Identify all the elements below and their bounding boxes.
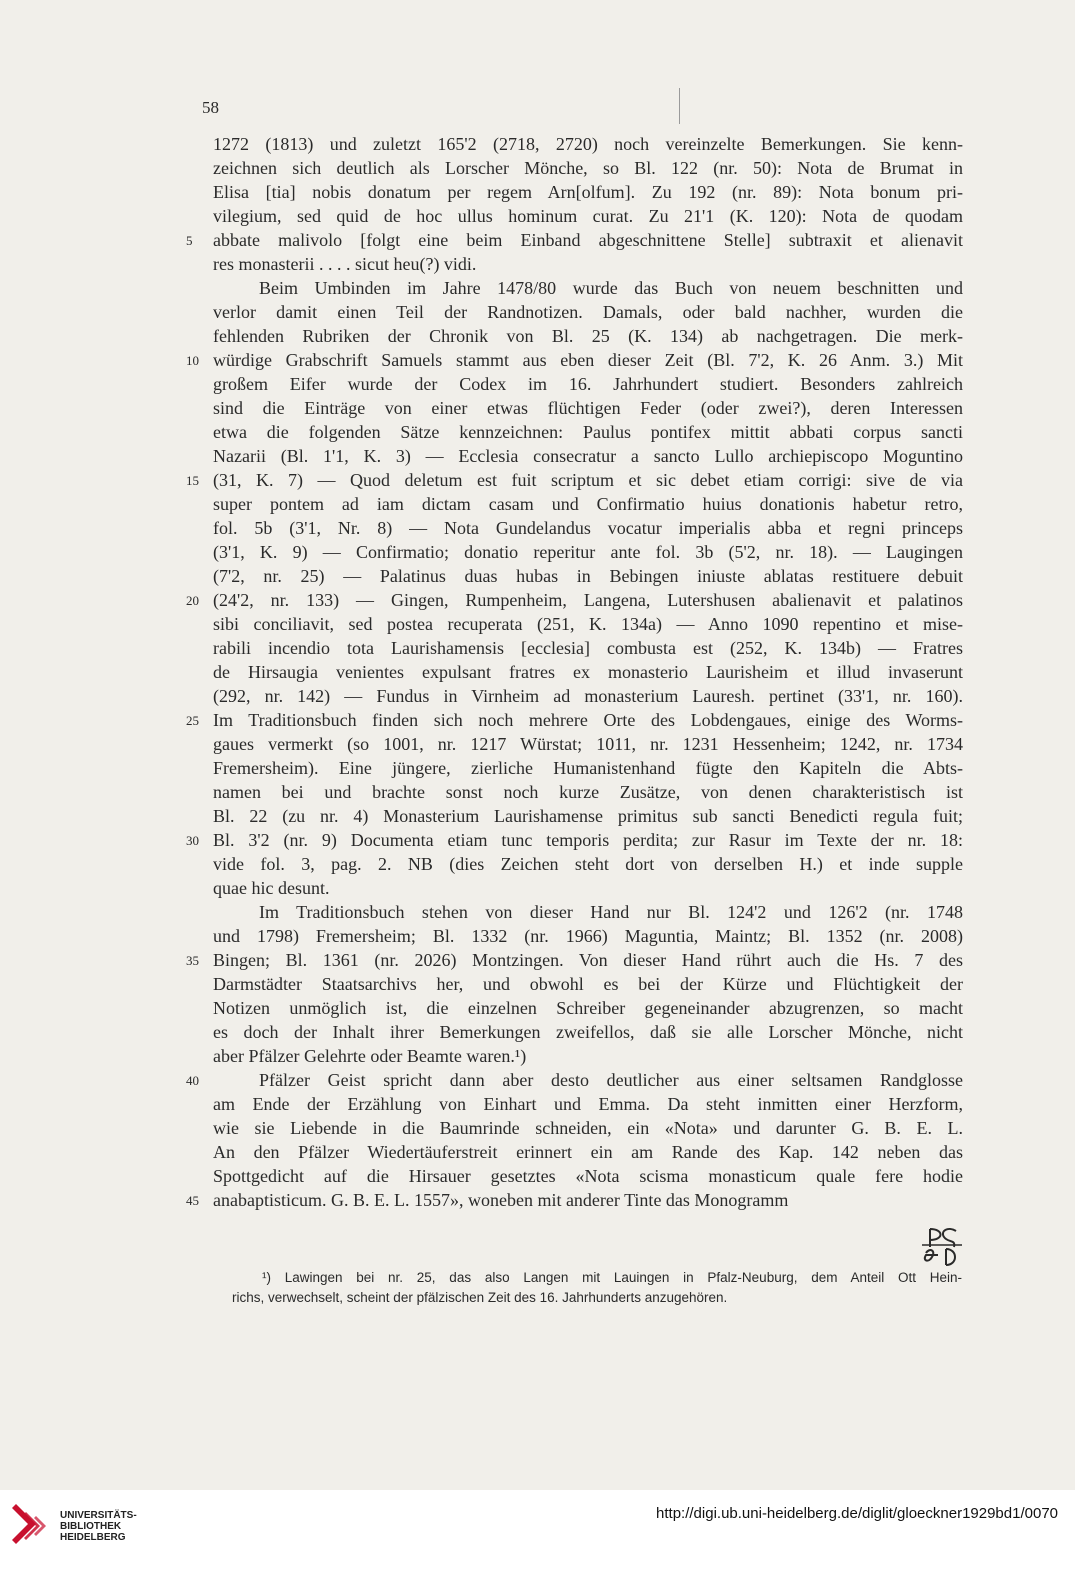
line-text: Fremersheim). Eine jüngere, zierliche Humanistenhand fügte den Kapiteln die Abts- bbox=[213, 758, 963, 778]
line-text: rabili incendio tota Laurishamensis [ecclesia] combusta est (252, K. 134b) — Fratres bbox=[213, 638, 963, 658]
line-number: 35 bbox=[186, 953, 199, 968]
line-text: anabaptisticum. G. B. E. L. 1557», woneben mit anderer Tinte das Monogramm bbox=[213, 1190, 789, 1210]
line-text: Spottgedicht auf die Hirsauer gesetztes «Nota scisma monasticum quale fere hodie bbox=[213, 1166, 963, 1186]
text-line bbox=[186, 1068, 963, 1092]
text-line bbox=[213, 324, 963, 348]
text-line bbox=[213, 924, 963, 948]
line-number: 25 bbox=[186, 713, 199, 728]
text-line bbox=[213, 900, 963, 924]
footnote-line: richs, verwechselt, scheint der pfälzischen Zeit des 16. Jahrhunderts anzugehören. bbox=[232, 1290, 728, 1305]
line-text: zeichnen sich deutlich als Lorscher Mönche, so Bl. 122 (nr. 50): Nota de Brumat in bbox=[213, 158, 963, 178]
library-logo-text bbox=[60, 1510, 137, 1543]
line-text: Im Traditionsbuch finden sich noch mehrere Orte des Lobdengaues, einige des Worms- bbox=[213, 710, 963, 730]
text-line bbox=[213, 564, 963, 588]
logo-line: BIBLIOTHEK bbox=[60, 1521, 122, 1532]
logo-line: HEIDELBERG bbox=[60, 1532, 126, 1543]
text-line bbox=[213, 612, 963, 636]
line-text: vide fol. 3, pag. 2. NB (dies Zeichen steht dort von derselben H.) et inde supple bbox=[213, 854, 963, 874]
line-text: de Hirsaugia venientes expulsant fratres ex monasterio Laurisheim et illud invaserunt bbox=[213, 662, 963, 682]
text-line bbox=[213, 156, 963, 180]
text-line bbox=[213, 660, 963, 684]
text-line bbox=[213, 276, 963, 300]
line-number: 40 bbox=[186, 1073, 199, 1088]
text-line bbox=[213, 972, 963, 996]
text-line bbox=[186, 828, 963, 852]
line-number: 45 bbox=[186, 1193, 199, 1208]
text-line bbox=[213, 876, 963, 900]
line-text: Pfälzer Geist spricht dann aber desto deutlicher aus einer seltsamen Randglosse bbox=[259, 1070, 963, 1090]
line-text: super pontem ad iam dictam casam und Confirmatio huius donationis habetur retro, bbox=[213, 494, 963, 514]
text-line bbox=[213, 996, 963, 1020]
text-line bbox=[213, 420, 963, 444]
text-line bbox=[213, 180, 963, 204]
library-logo-icon bbox=[6, 1500, 54, 1556]
text-line bbox=[213, 252, 963, 276]
text-line bbox=[213, 684, 963, 708]
line-text: verlor damit einen Teil der Randnotizen. Damals, oder bald nachher, wurden die bbox=[213, 302, 963, 322]
text-line bbox=[213, 1164, 963, 1188]
line-number: 5 bbox=[186, 233, 193, 248]
crop-mark bbox=[679, 88, 680, 124]
text-line bbox=[213, 204, 963, 228]
text-line bbox=[213, 1116, 963, 1140]
text-line bbox=[186, 948, 963, 972]
text-line bbox=[213, 756, 963, 780]
line-text: 1272 (1813) und zuletzt 165'2 (2718, 2720) noch vereinzelte Bemerkungen. Sie kenn- bbox=[213, 134, 963, 154]
text-line bbox=[213, 1020, 963, 1044]
line-text: etwa die folgenden Sätze kennzeichnen: Paulus pontifex mittit abbati corpus sancti bbox=[213, 422, 963, 442]
source-url[interactable]: http://digi.ub.uni-heidelberg.de/diglit/gloeckner1929bd1/0070 bbox=[656, 1505, 1058, 1522]
text-line bbox=[213, 444, 963, 468]
line-number: 10 bbox=[186, 353, 199, 368]
line-text: es doch der Inhalt ihrer Bemerkungen zweifellos, daß sie alle Lorscher Mönche, nicht bbox=[213, 1022, 963, 1042]
line-text: (3'1, K. 9) — Confirmatio; donatio reperitur ante fol. 3b (5'2, nr. 18). — Laugingen bbox=[213, 542, 963, 562]
line-text: An den Pfälzer Wiedertäuferstreit erinnert ein am Rande des Kap. 142 neben das bbox=[213, 1142, 963, 1162]
text-line bbox=[213, 300, 963, 324]
line-text: Bl. 22 (zu nr. 4) Monasterium Laurishamense primitus sub sancti Benedicti regula fuit; bbox=[213, 806, 963, 826]
line-text: fol. 5b (3'1, Nr. 8) — Nota Gundelandus vocatur imperialis abba et regni princeps bbox=[213, 518, 963, 538]
line-text: (31, K. 7) — Quod deletum est fuit scriptum et sic debet etiam corrigi: sive de via bbox=[213, 470, 963, 490]
text-line bbox=[213, 804, 963, 828]
line-text: und 1798) Fremersheim; Bl. 1332 (nr. 1966) Maguntia, Maintz; Bl. 1352 (nr. 2008) bbox=[213, 926, 963, 946]
line-text: Beim Umbinden im Jahre 1478/80 wurde das Buch von neuem beschnitten und bbox=[259, 278, 963, 298]
text-line bbox=[213, 636, 963, 660]
line-text: (7'2, nr. 25) — Palatinus duas hubas in Bebingen iniuste ablatas restituere debuit bbox=[213, 566, 963, 586]
line-text: großem Eifer wurde der Codex im 16. Jahrhundert studiert. Besonders zahlreich bbox=[213, 374, 963, 394]
line-text: aber Pfälzer Gelehrte oder Beamte waren.¹) bbox=[213, 1046, 527, 1066]
page-number: 58 bbox=[202, 98, 219, 117]
text-line bbox=[213, 852, 963, 876]
line-text: Nazarii (Bl. 1'1, K. 3) — Ecclesia consecratur a sancto Lullo archiepiscopo Moguntino bbox=[213, 446, 963, 466]
footer-bar bbox=[0, 1490, 1075, 1582]
text-line bbox=[186, 1188, 913, 1212]
text-line bbox=[213, 1092, 963, 1116]
line-number: 30 bbox=[186, 833, 199, 848]
line-text: (292, nr. 142) — Fundus in Virnheim ad monasterium Lauresh. pertinet (33'1, nr. 160). bbox=[213, 686, 963, 706]
line-text: sind die Einträge von einer etwas flüchtigen Feder (oder zwei?), deren Interessen bbox=[213, 398, 963, 418]
line-number: 20 bbox=[186, 593, 199, 608]
text-line bbox=[186, 348, 963, 372]
monogram-icon bbox=[920, 1223, 964, 1267]
line-text: quae hic desunt. bbox=[213, 878, 330, 898]
footnote-line: ¹) Lawingen bei nr. 25, das also Langen mit Lauingen in Pfalz-Neuburg, dem Anteil Ott Hein- bbox=[262, 1270, 962, 1285]
text-line bbox=[213, 1044, 963, 1068]
text-line bbox=[213, 492, 963, 516]
line-text: Darmstädter Staatsarchivs her, und obwohl es bei der Kürze und Flüchtigkeit der bbox=[213, 974, 963, 994]
text-line bbox=[186, 588, 963, 612]
text-line bbox=[213, 516, 963, 540]
line-text: namen bei und brachte sonst noch kurze Zusätze, von denen charakteristisch ist bbox=[213, 782, 963, 802]
text-line bbox=[186, 228, 963, 252]
line-text: fehlenden Rubriken der Chronik von Bl. 25 (K. 134) ab nachgetragen. Die merk- bbox=[213, 326, 963, 346]
line-text: res monasterii . . . . sicut heu(?) vidi. bbox=[213, 254, 477, 274]
line-text: gaues vermerkt (so 1001, nr. 1217 Würstat; 1011, nr. 1231 Hessenheim; 1242, nr. 1734 bbox=[213, 734, 963, 754]
line-text: abbate malivolo [folgt eine beim Einband abgeschnittene Stelle] subtraxit et alienavit bbox=[213, 230, 963, 250]
line-text: vilegium, sed quid de hoc ullus hominum curat. Zu 21'1 (K. 120): Nota de quodam bbox=[213, 206, 963, 226]
text-line bbox=[213, 396, 963, 420]
text-line bbox=[213, 732, 963, 756]
text-line bbox=[213, 372, 963, 396]
line-number: 15 bbox=[186, 473, 199, 488]
text-line bbox=[213, 132, 963, 156]
text-line bbox=[213, 1140, 963, 1164]
text-line bbox=[186, 468, 963, 492]
line-text: Im Traditionsbuch stehen von dieser Hand nur Bl. 124'2 und 126'2 (nr. 1748 bbox=[259, 902, 963, 922]
line-text: Notizen unmöglich ist, die einzelnen Schreiber gegeneinander abzugrenzen, so macht bbox=[213, 998, 963, 1018]
text-line bbox=[186, 708, 963, 732]
line-text: am Ende der Erzählung von Einhart und Emma. Da steht inmitten einer Herzform, bbox=[213, 1094, 963, 1114]
line-text: (24'2, nr. 133) — Gingen, Rumpenheim, Langena, Lutershusen abalienavit et palatinos bbox=[213, 590, 963, 610]
text-line bbox=[213, 780, 963, 804]
line-text: würdige Grabschrift Samuels stammt aus eben dieser Zeit (Bl. 7'2, K. 26 Anm. 3.) Mit bbox=[213, 350, 963, 370]
line-text: Bingen; Bl. 1361 (nr. 2026) Montzingen. Von dieser Hand rührt auch die Hs. 7 des bbox=[213, 950, 963, 970]
line-text: wie sie Liebende in die Baumrinde schneiden, ein «Nota» und darunter G. B. E. L. bbox=[213, 1118, 963, 1138]
line-text: Bl. 3'2 (nr. 9) Documenta etiam tunc temporis perdita; zur Rasur im Texte der nr. 18: bbox=[213, 830, 963, 850]
logo-line: UNIVERSITÄTS- bbox=[60, 1510, 137, 1521]
line-text: sibi conciliavit, sed postea recuperata (251, K. 134a) — Anno 1090 repentino et mise- bbox=[213, 614, 963, 634]
text-line bbox=[213, 540, 963, 564]
line-text: Elisa [tia] nobis donatum per regem Arn[olfum]. Zu 192 (nr. 89): Nota bonum pri- bbox=[213, 182, 963, 202]
